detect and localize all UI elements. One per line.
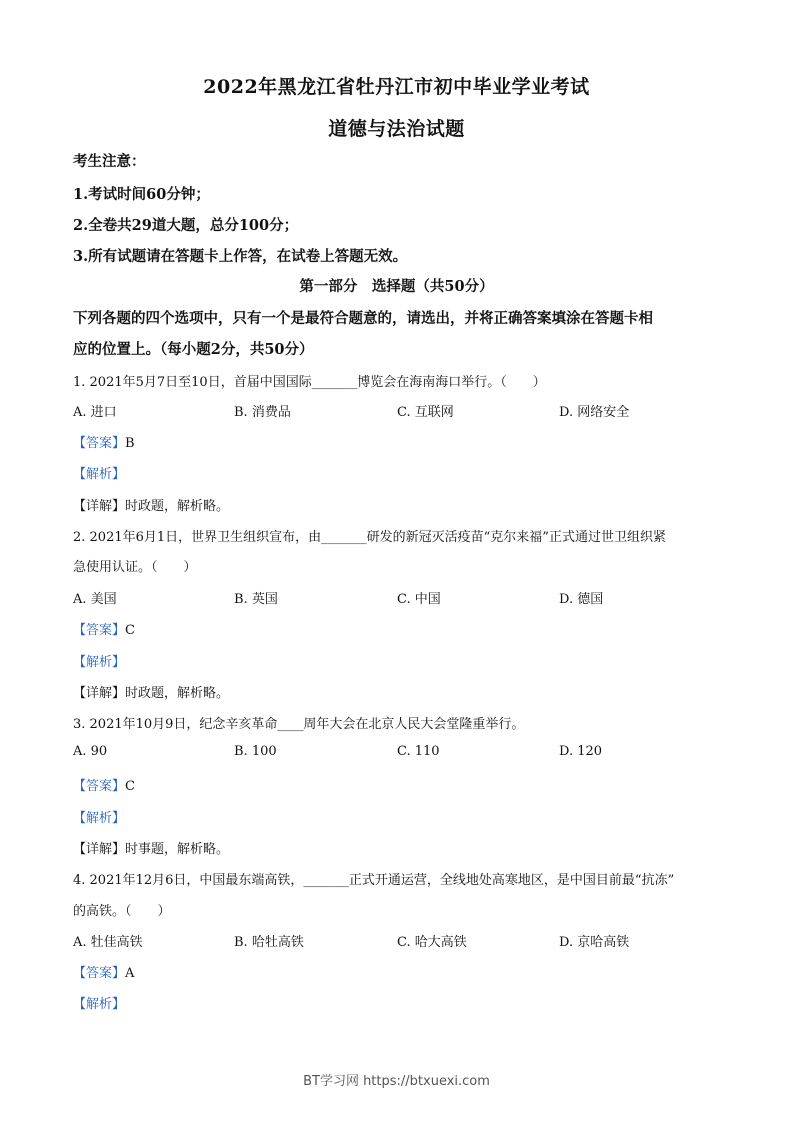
question-1-text: 1. 2021年5月7日至10日，首届中国国际_______博览会在海南海口举行。（ ） bbox=[73, 375, 546, 390]
question-2-option-d: D. 德国 bbox=[559, 592, 604, 607]
question-1-answer bbox=[73, 432, 135, 451]
answer-value: C bbox=[125, 779, 135, 794]
answer-value: A bbox=[125, 966, 135, 981]
question-1-detail: 【详解】时政题，解析略。 bbox=[73, 499, 230, 514]
section-instruction-line-2: 应的位置上。（每小题2分，共50分） bbox=[73, 341, 314, 358]
question-3-option-c: C. 110 bbox=[397, 744, 440, 759]
question-1-option-b: B. 消费品 bbox=[234, 405, 291, 420]
question-1-option-a: A. 进口 bbox=[73, 405, 117, 420]
footer-watermark: BT学习网 https://btxuexi.com bbox=[303, 1074, 490, 1089]
notice-item-2: 2.全卷共29道大题，总分100分； bbox=[73, 217, 299, 234]
answer-label: 【答案】 bbox=[73, 779, 126, 794]
question-2-option-c: C. 中国 bbox=[397, 592, 441, 607]
question-1-option-c: C. 互联网 bbox=[397, 405, 454, 420]
answer-label: 【答案】 bbox=[73, 966, 126, 981]
question-4-text-line-2: 的高铁。（ ） bbox=[73, 904, 171, 919]
answer-value: C bbox=[125, 623, 135, 638]
question-3-analysis-label: 【解析】 bbox=[73, 811, 126, 826]
question-4-option-d: D. 京哈高铁 bbox=[559, 935, 630, 950]
question-2-text-line-1: 2. 2021年6月1日，世界卫生组织宣布，由_______研发的新冠灭活疫苗“克尔来福”正式通过世卫组织紧 bbox=[73, 530, 666, 545]
question-3-option-d: D. 120 bbox=[559, 744, 603, 759]
answer-value: B bbox=[125, 436, 135, 451]
question-3-detail: 【详解】时事题，解析略。 bbox=[73, 842, 230, 857]
section-heading: 第一部分 选择题（共50分） bbox=[299, 278, 494, 295]
question-3-option-a: A. 90 bbox=[73, 744, 108, 759]
notice-heading: 考生注意： bbox=[73, 153, 146, 170]
notice-item-1: 1.考试时间60分钟； bbox=[73, 186, 210, 203]
exam-subtitle: 道德与法治试题 bbox=[328, 118, 465, 140]
question-4-text-line-1: 4. 2021年12月6日，中国最东端高铁，_______正式开通运营，全线地处高寒地区，是中国目前最“抗冻” bbox=[73, 873, 675, 888]
question-4-option-c: C. 哈大高铁 bbox=[397, 935, 467, 950]
question-2-answer bbox=[73, 619, 135, 638]
exam-title: 2022年黑龙江省牡丹江市初中毕业学业考试 bbox=[203, 76, 590, 98]
question-2-option-b: B. 英国 bbox=[234, 592, 278, 607]
section-instruction-line-1: 下列各题的四个选项中，只有一个是最符合题意的，请选出，并将正确答案填涂在答题卡相 bbox=[73, 310, 653, 327]
question-2-analysis-label: 【解析】 bbox=[73, 655, 126, 670]
question-2-detail: 【详解】时政题，解析略。 bbox=[73, 686, 230, 701]
question-3-answer bbox=[73, 775, 135, 794]
answer-label: 【答案】 bbox=[73, 436, 126, 451]
question-4-option-a: A. 牡佳高铁 bbox=[73, 935, 143, 950]
question-1-analysis-label: 【解析】 bbox=[73, 467, 126, 482]
question-4-option-b: B. 哈牡高铁 bbox=[234, 935, 304, 950]
question-1-option-d: D. 网络安全 bbox=[559, 405, 630, 420]
question-3-text: 3. 2021年10月9日，纪念辛亥革命____周年大会在北京人民大会堂隆重举行。 bbox=[73, 717, 525, 732]
answer-label: 【答案】 bbox=[73, 623, 126, 638]
question-2-text-line-2: 急使用认证。（ ） bbox=[73, 560, 197, 575]
question-4-analysis-label: 【解析】 bbox=[73, 997, 126, 1012]
notice-item-3: 3.所有试题请在答题卡上作答，在试卷上答题无效。 bbox=[73, 248, 408, 265]
question-3-option-b: B. 100 bbox=[234, 744, 277, 759]
question-4-answer bbox=[73, 962, 134, 981]
question-2-option-a: A. 美国 bbox=[73, 592, 117, 607]
